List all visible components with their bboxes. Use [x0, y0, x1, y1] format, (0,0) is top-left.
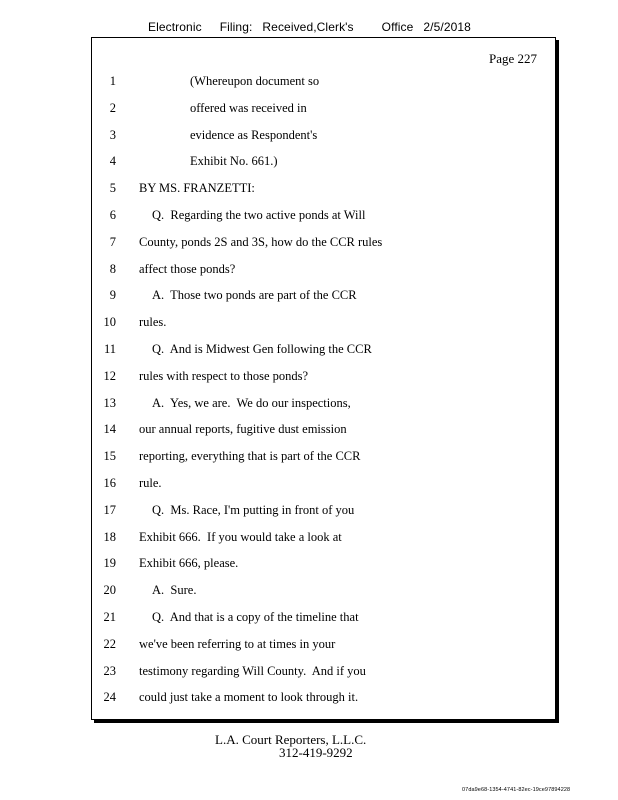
- line-text: we've been referring to at times in your: [139, 636, 336, 651]
- filing-header-filing: Filing:: [219, 20, 253, 34]
- line-text: A. Those two ponds are part of the CCR: [152, 288, 357, 303]
- line-text: rules.: [139, 315, 167, 330]
- transcript-line: [92, 202, 555, 229]
- transcript-line: [92, 175, 555, 202]
- transcript-line: [92, 470, 555, 497]
- transcript-line: [92, 550, 555, 577]
- line-number: 22: [103, 636, 116, 651]
- transcript-line: [92, 524, 555, 551]
- line-text: affect those ponds?: [139, 261, 236, 276]
- reporter-phone: 312-419-9292: [279, 745, 353, 760]
- line-number: 23: [103, 663, 116, 678]
- line-number: 8: [109, 261, 116, 276]
- line-number: 5: [109, 181, 116, 196]
- filing-header-date: 2/5/2018: [423, 20, 471, 34]
- line-text: Q. Regarding the two active ponds at Will: [152, 207, 366, 222]
- transcript-line: [92, 658, 555, 685]
- line-text: Q. And that is a copy of the timeline that: [152, 609, 359, 624]
- transcript-line: [92, 336, 555, 363]
- line-number: 18: [103, 529, 116, 544]
- line-number: 2: [109, 100, 116, 115]
- line-text: County, ponds 2S and 3S, how do the CCR rules: [139, 234, 383, 249]
- page-number: Page 227: [488, 51, 537, 66]
- transcript-line: [92, 604, 555, 631]
- reporter-company: L.A. Court Reporters, L.L.C.: [215, 732, 367, 747]
- line-number: 13: [103, 395, 116, 410]
- transcript-line: [92, 229, 555, 256]
- filing-header: [148, 20, 471, 34]
- line-number: 10: [103, 315, 116, 330]
- line-text: A. Yes, we are. We do our inspections,: [152, 395, 351, 410]
- transcript-line: [92, 256, 555, 283]
- filing-header-office: Office: [381, 20, 414, 34]
- transcript-line: [92, 497, 555, 524]
- line-number: 3: [109, 127, 116, 142]
- transcript-line: [92, 684, 555, 711]
- line-number: 7: [109, 234, 116, 249]
- transcript-line: [92, 363, 555, 390]
- line-text: reporting, everything that is part of the CCR: [139, 449, 361, 464]
- transcript-line: [92, 631, 555, 658]
- line-text: offered was received in: [190, 100, 307, 115]
- line-number: 1: [109, 74, 116, 88]
- line-number: 16: [103, 475, 116, 490]
- line-number: 20: [103, 583, 116, 598]
- line-number: 19: [103, 556, 116, 571]
- transcript-line: [92, 282, 555, 309]
- line-text: Q. And is Midwest Gen following the CCR: [152, 341, 372, 356]
- line-number: 12: [103, 368, 116, 383]
- line-number: 11: [103, 341, 116, 356]
- line-number: 15: [103, 449, 116, 464]
- line-text: rules with respect to those ponds?: [139, 368, 309, 383]
- line-number: 24: [103, 690, 116, 705]
- line-number: 21: [103, 609, 116, 624]
- transcript-line: [92, 122, 555, 149]
- line-number: 6: [109, 207, 116, 222]
- transcript-line: [92, 309, 555, 336]
- filing-header-received: Received,Clerk's: [262, 20, 354, 34]
- filing-header-electronic: Electronic: [148, 20, 202, 34]
- transcript-lines: [92, 68, 555, 711]
- line-text: BY MS. FRANZETTI:: [139, 181, 255, 196]
- transcript-line: [92, 416, 555, 443]
- line-text: Exhibit No. 661.): [190, 154, 278, 169]
- transcript-line: [92, 95, 555, 122]
- line-text: (Whereupon document so: [190, 74, 320, 88]
- transcript-line: [92, 443, 555, 470]
- line-number: 4: [109, 154, 116, 169]
- transcript-page: [91, 37, 556, 720]
- transcript-line: [92, 68, 555, 95]
- line-number: 17: [103, 502, 116, 517]
- transcript-line: [92, 390, 555, 417]
- line-text: evidence as Respondent's: [190, 127, 318, 142]
- document-hash: 07da9e68-1354-4741-82ec-19ce97894228: [462, 787, 571, 793]
- transcript-line: [92, 148, 555, 175]
- line-text: our annual reports, fugitive dust emission: [139, 422, 347, 437]
- line-number: 9: [109, 288, 116, 303]
- line-text: Q. Ms. Race, I'm putting in front of you: [152, 502, 355, 517]
- line-text: rule.: [139, 475, 162, 490]
- line-text: Exhibit 666, please.: [139, 556, 239, 571]
- line-text: could just take a moment to look through it.: [139, 690, 359, 705]
- line-number: 14: [103, 422, 116, 437]
- transcript-line: [92, 577, 555, 604]
- line-text: Exhibit 666. If you would take a look at: [139, 529, 342, 544]
- line-text: testimony regarding Will County. And if you: [139, 663, 366, 678]
- line-text: A. Sure.: [152, 583, 197, 598]
